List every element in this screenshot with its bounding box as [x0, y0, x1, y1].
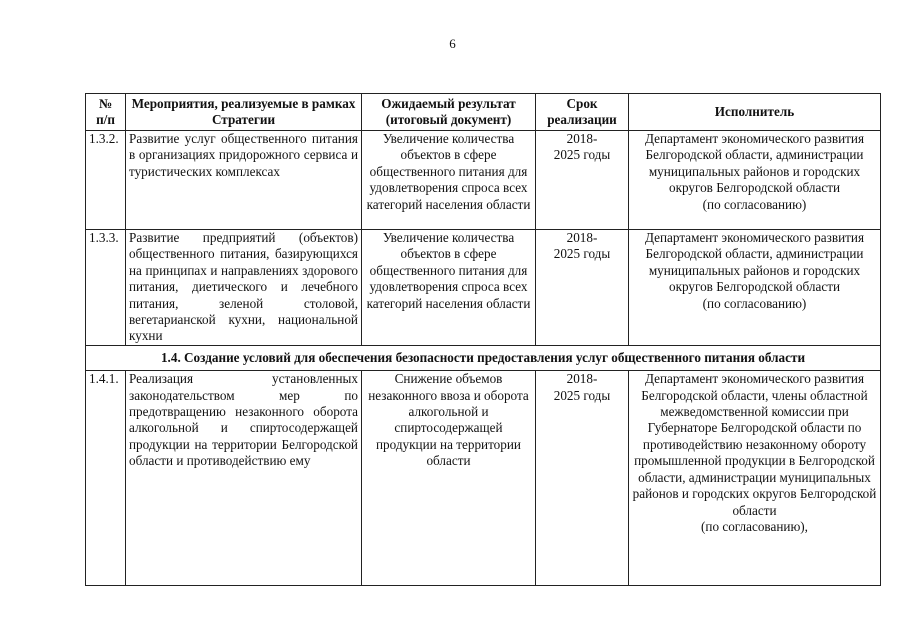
row-result: Увеличение количества объектов в сфере общественного питания для удовлетворения спроса всех категорий населения области [362, 131, 536, 230]
measures-table [85, 93, 881, 586]
row-number: 1.3.2. [86, 131, 126, 230]
row-executor: Департамент экономического развития Белгородской области, администрации муниципальных районов и городских округов Белгородской области (по согласованию) [629, 230, 881, 346]
table-header-row [86, 94, 881, 131]
header-activity: Мероприятия, реализуемые в рамках Стратегии [126, 94, 362, 131]
row-activity: Развитие предприятий (объектов) общественного питания, базирующихся на принципах и направлениях здорового питания, диетического и лечебного питания, зеленой столовой, вегетарианской кухни, национальной кухни [126, 230, 362, 346]
page-number: 6 [449, 36, 456, 51]
row-activity: Развитие услуг общественного питания в организациях придорожного сервиса и туристических комплексах [126, 131, 362, 230]
row-number: 1.3.3. [86, 230, 126, 346]
row-term: 2018- 2025 годы [536, 131, 629, 230]
row-result: Снижение объемов незаконного ввоза и оборота алкогольной и спиртосодержащей продукции на территории области [362, 371, 536, 586]
row-number: 1.4.1. [86, 371, 126, 586]
section-heading: 1.4. Создание условий для обеспечения безопасности предоставления услуг общественного питания области [86, 345, 881, 370]
row-activity: Реализация установленных законодательством мер по предотвращению незаконного оборота алкогольной и спиртосодержащей продукции на территории Белгородской области и противодействию ему [126, 371, 362, 586]
header-result: Ожидаемый результат (итоговый документ) [362, 94, 536, 131]
row-term: 2018- 2025 годы [536, 230, 629, 346]
row-term: 2018- 2025 годы [536, 371, 629, 586]
header-num: № п/п [86, 94, 126, 131]
table-row [86, 230, 881, 346]
table-row [86, 371, 881, 586]
row-executor: Департамент экономического развития Белгородской области, члены областной межведомственной комиссии при Губернаторе Белгородской области по противодействию незаконному обороту промышленной продукции в Белгородской области, администрации муниципальных районов и городских округов Белгородской области (по согласованию), [629, 371, 881, 586]
row-executor: Департамент экономического развития Белгородской области, администрации муниципальных районов и городских округов Белгородской области (по согласованию) [629, 131, 881, 230]
header-executor: Исполнитель [629, 94, 881, 131]
row-result: Увеличение количества объектов в сфере общественного питания для удовлетворения спроса всех категорий населения области [362, 230, 536, 346]
section-heading-row [86, 345, 881, 370]
table-row [86, 131, 881, 230]
header-term: Срок реализации [536, 94, 629, 131]
